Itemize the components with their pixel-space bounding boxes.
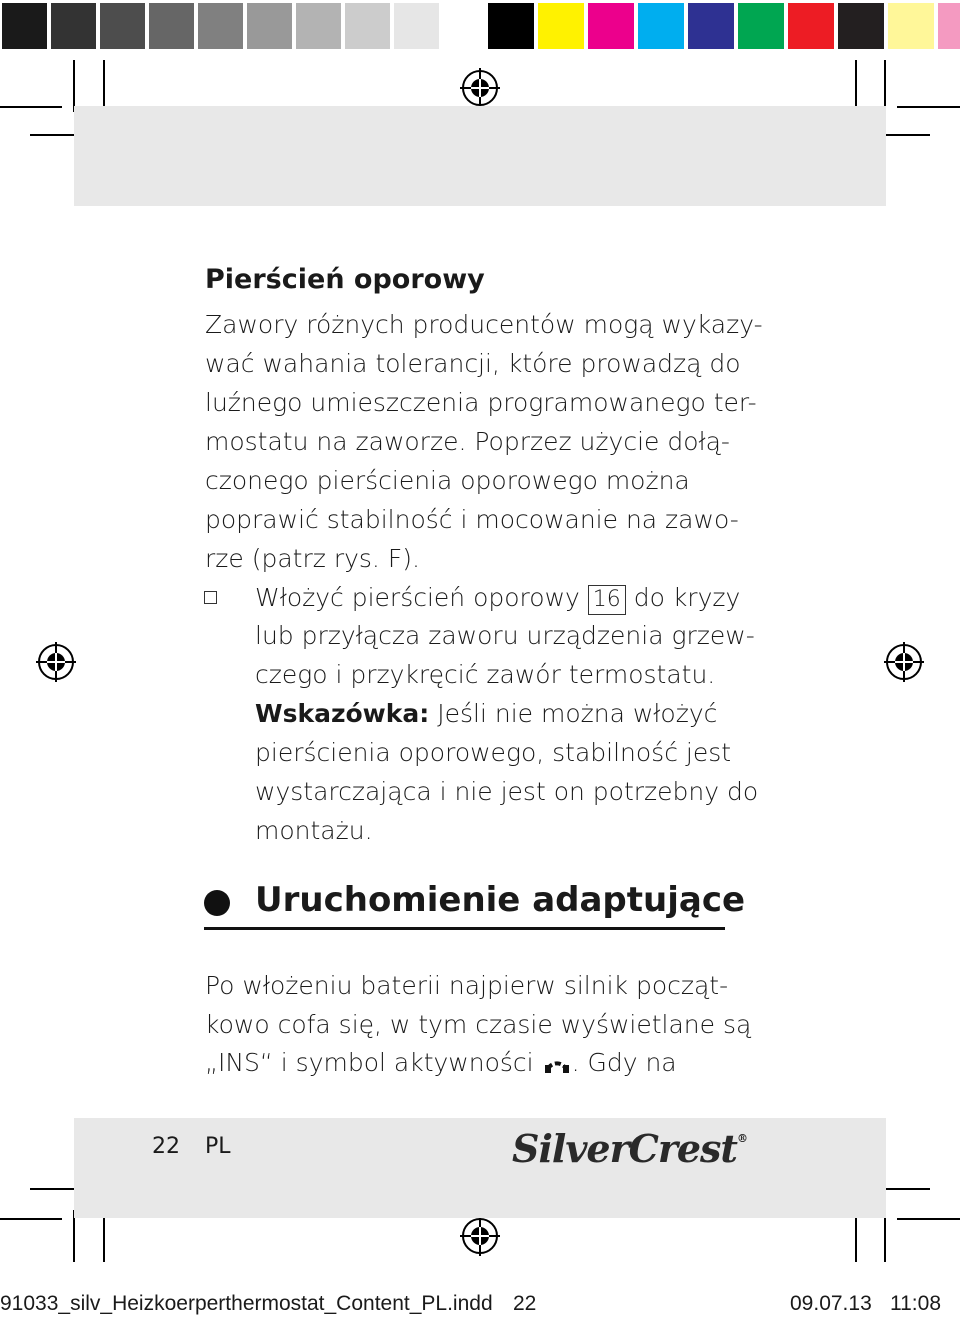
gray-swatch — [296, 3, 341, 49]
paragraph-line: luźnego umieszczenia programowanego ter- — [205, 388, 757, 417]
paragraph-line: czonego pierścienia oporowego można — [205, 466, 690, 495]
crop-mark — [884, 60, 886, 112]
color-swatch — [738, 3, 784, 49]
color-swatch — [688, 3, 734, 49]
gray-swatch — [2, 3, 47, 49]
color-swatch — [588, 3, 634, 49]
crop-mark — [103, 60, 105, 112]
color-swatch — [788, 3, 834, 49]
paragraph-text: „INS“ i symbol aktywności — [205, 1048, 542, 1077]
paragraph-line: wać wahania tolerancji, które prowadzą do — [205, 349, 741, 378]
title-underline — [204, 927, 725, 930]
section-bullet-icon — [204, 890, 230, 916]
step-text: do kryzy — [625, 583, 741, 612]
gray-swatch — [100, 3, 145, 49]
crop-mark — [0, 106, 62, 108]
page-number: 22 — [152, 1134, 180, 1159]
note-line: wystarczająca i nie jest on potrzebny do — [255, 777, 759, 806]
paragraph-line: rze (patrz rys. F). — [205, 544, 420, 573]
slug-time: 11:08 — [890, 1292, 941, 1315]
step-text: Włożyć pierścień oporowy — [255, 583, 588, 612]
registration-mark-icon — [884, 642, 924, 682]
step-line: czego i przykręcić zawór termostatu. — [255, 660, 716, 689]
gray-swatch — [149, 3, 194, 49]
color-swatch — [938, 3, 960, 49]
crop-mark — [0, 1218, 62, 1220]
paragraph-line: Zawory różnych producentów mogą wykazy- — [205, 310, 763, 339]
registration-mark-icon — [460, 1216, 500, 1256]
note-label: Wskazówka: — [255, 699, 430, 728]
registration-mark-icon — [36, 642, 76, 682]
paragraph-line: poprawić stabilność i mocowanie na zawo- — [205, 505, 739, 534]
gray-swatch — [247, 3, 292, 49]
gray-swatch — [345, 3, 390, 49]
color-swatch — [538, 3, 584, 49]
brand-logo — [512, 1126, 747, 1171]
gray-swatch — [394, 3, 439, 49]
crop-mark — [73, 60, 75, 112]
section-title: Uruchomienie adaptujące — [255, 880, 746, 920]
footer-band — [74, 1118, 886, 1218]
brand-name: SilverCrest — [512, 1126, 737, 1171]
note-first-line — [255, 694, 717, 733]
paragraph-text: . Gdy na — [571, 1048, 677, 1077]
crop-mark — [897, 1218, 960, 1220]
crop-mark — [897, 106, 960, 108]
step-first-line — [255, 578, 740, 617]
step-line: lub przyłącza zaworu urządzenia grzew- — [255, 621, 755, 650]
color-swatch — [888, 3, 934, 49]
language-code: PL — [205, 1134, 231, 1159]
slug-date: 09.07.13 — [790, 1292, 872, 1315]
registration-mark-icon — [460, 68, 500, 108]
step-checkbox-icon — [204, 591, 217, 604]
color-swatch — [638, 3, 684, 49]
color-calibration-bar — [486, 0, 960, 52]
registered-mark: ® — [736, 1132, 747, 1145]
color-swatch — [838, 3, 884, 49]
paragraph-line: Po włożeniu baterii najpierw silnik począt- — [205, 971, 729, 1000]
crop-mark — [855, 60, 857, 112]
slug-page: 22 — [513, 1292, 537, 1315]
section2-last-line — [205, 1043, 677, 1082]
note-line: pierścienia oporowego, stabilność jest — [255, 738, 732, 767]
gray-swatch — [443, 3, 488, 49]
slug-filename: 91033_silv_Heizkoerperthermostat_Content_PL.indd — [0, 1292, 493, 1315]
note-line: montażu. — [255, 816, 373, 845]
paragraph-line: kowo cofa się, w tym czasie wyświetlane są — [205, 1010, 752, 1039]
color-swatch — [488, 3, 534, 49]
gray-swatch — [198, 3, 243, 49]
section-subtitle: Pierścień oporowy — [205, 264, 485, 295]
gray-swatch — [51, 3, 96, 49]
paragraph-line: mostatu na zaworze. Poprzez użycie dołą- — [205, 427, 730, 456]
part-reference: 16 — [588, 585, 626, 615]
gray-calibration-bar — [0, 0, 490, 52]
note-text: Jeśli nie można włożyć — [429, 699, 718, 728]
header-band — [74, 106, 886, 206]
activity-symbol-icon — [542, 1049, 572, 1075]
